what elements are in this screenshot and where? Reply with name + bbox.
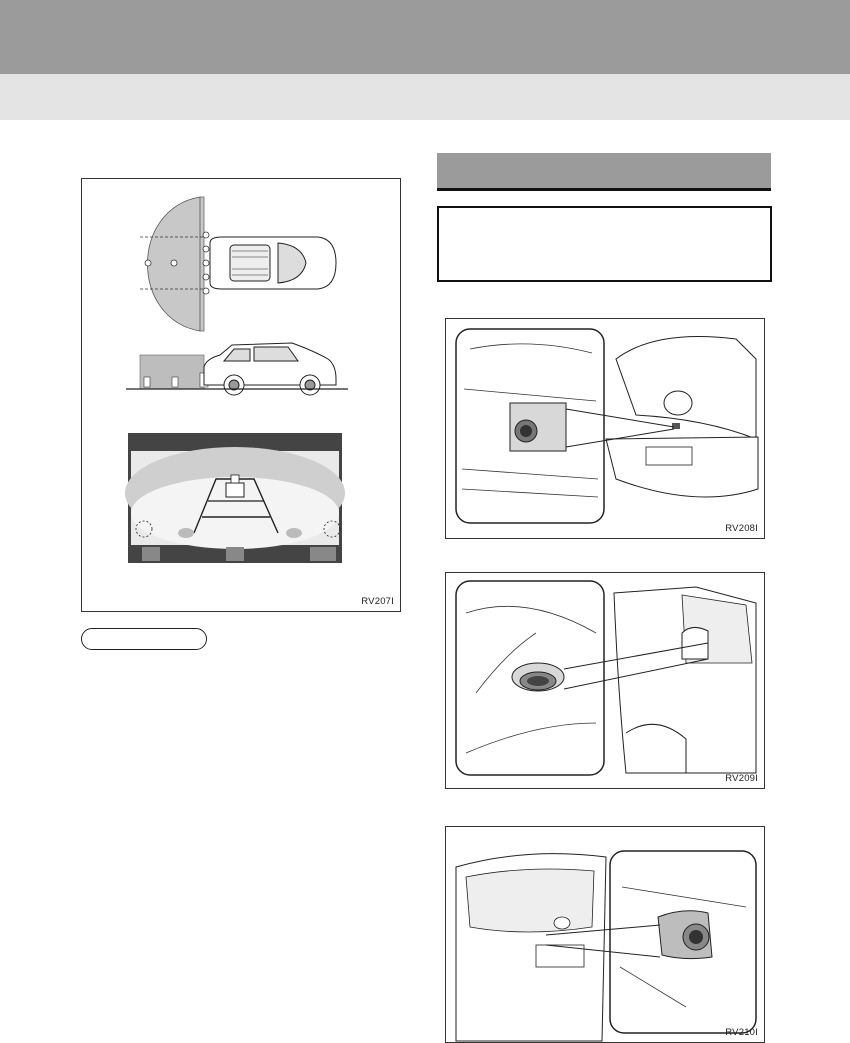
label-pill [81, 628, 207, 650]
side-camera-figure [445, 572, 765, 789]
car-side-view [204, 343, 336, 395]
sensor-point [203, 274, 209, 280]
sensor-point [203, 288, 209, 294]
front-camera-illustration [446, 319, 764, 538]
rear-camera-figure [445, 826, 765, 1043]
side-camera-illustration [446, 573, 764, 788]
sensor-point [171, 260, 177, 266]
screen-button-icon [142, 547, 160, 561]
sensor-overview-illustration [82, 179, 400, 611]
sensor-point [203, 260, 209, 266]
figure-code: RV210I [725, 1027, 758, 1038]
figure-code: RV208I [725, 523, 758, 534]
figure-code: RV207I [361, 596, 394, 607]
sensor-point [203, 246, 209, 252]
page-header-band [0, 0, 850, 74]
screen-button-icon [226, 547, 244, 561]
sensor-point [145, 260, 151, 266]
sensor-overview-figure [81, 178, 401, 612]
page-subheader-band [0, 74, 850, 120]
car-top-view [210, 237, 336, 289]
front-camera-figure [445, 318, 765, 539]
section-header-rule [437, 188, 771, 191]
display-screen-illustration [125, 433, 345, 563]
section-header-bar [437, 153, 771, 188]
sensor-point [203, 232, 209, 238]
figure-code: RV209I [725, 773, 758, 784]
screen-button-icon [310, 547, 336, 561]
info-box [437, 206, 772, 282]
rear-camera-illustration [446, 827, 764, 1042]
